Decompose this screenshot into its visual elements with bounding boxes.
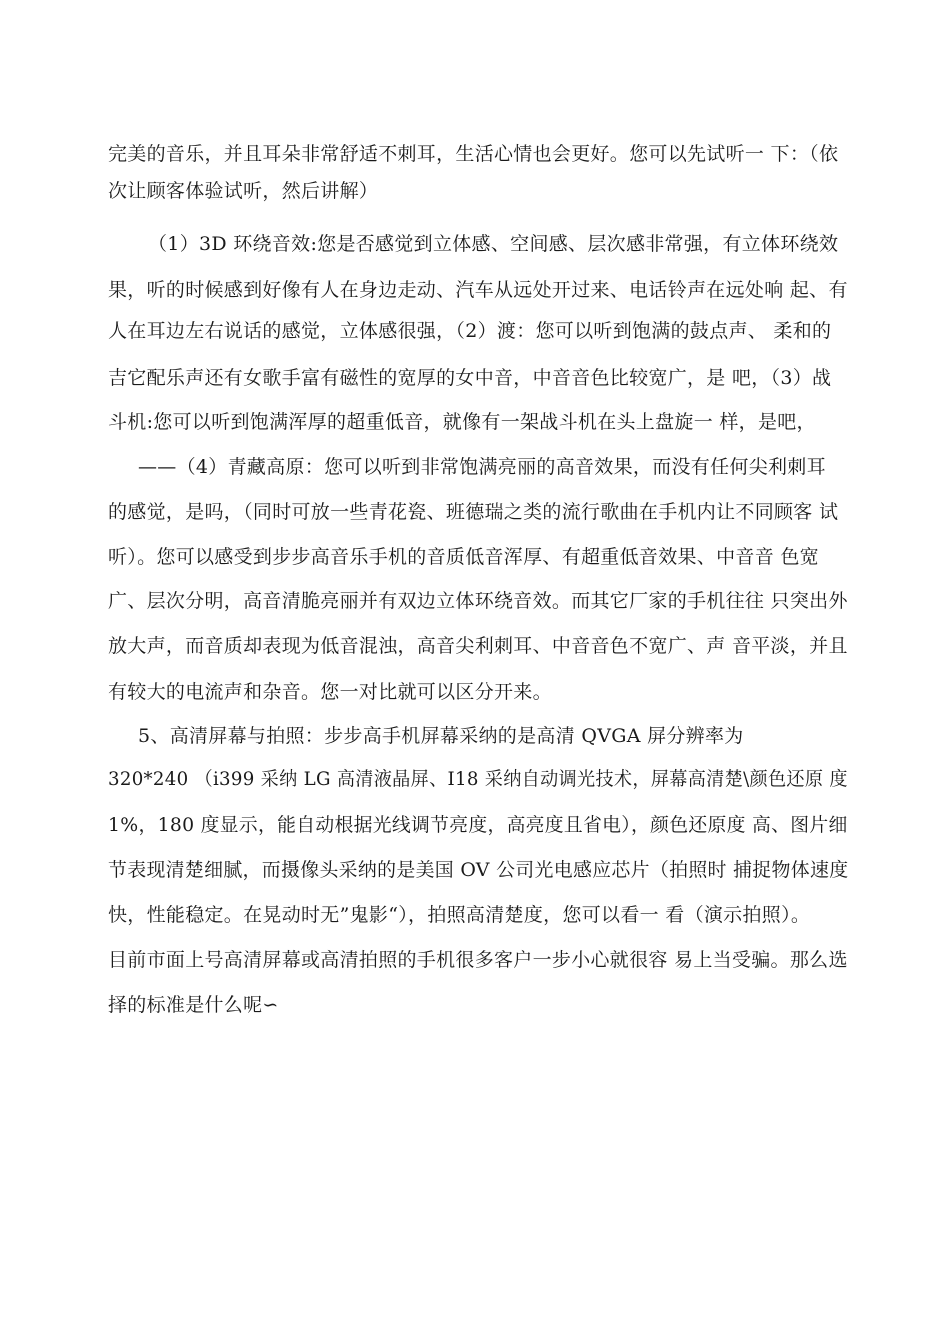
text-line-19: 目前市面上号高清屏幕或高清拍照的手机很多客户一步小心就很容 易上当受骗。那么选 [108,949,848,971]
text-line-6: 吉它配乐声还有女歌手富有磁性的宽厚的女中音，中音音色比较宽广，是 吧，（3）战 [108,367,832,389]
text-line-10: 听）。您可以感受到步步高音乐手机的音质低音浑厚、有超重低音效果、中音音 色宽 [108,546,819,568]
text-line-16: 1%，180 度显示，能自动根据光线调节亮度，高亮度且省电），颜色还原度 高、图片细 [108,814,848,836]
text-line-9: 的感觉，是吗，（同时可放一些青花瓷、班德瑞之类的流行歌曲在手机内让不同顾客 试 [108,501,839,523]
text-line-18: 快，性能稳定。在晃动时无”鬼影“），拍照高清楚度，您可以看一 看（演示拍照）。 [108,904,811,926]
text-line-5: 人在耳边左右说话的感觉，立体感很强，（2）渡：您可以听到饱满的鼓点声、 柔和的 [108,320,832,342]
text-line-17: 节表现清楚细腻，而摄像头采纳的是美国 OV 公司光电感应芯片（拍照时 捕捉物体速度 [108,859,849,881]
text-line-2: 次让顾客体验试听，然后讲解） [108,180,379,202]
text-line-4: 果，听的时候感到好像有人在身边走动、汽车从远处开过来、电话铃声在远处响 起、有 [108,279,848,301]
text-line-12: 放大声，而音质却表现为低音混浊，高音尖利刺耳、中音音色不宽广、声 音平淡，并且 [108,635,848,657]
text-line-15: 320*240 （i399 采纳 LG 高清液晶屏、I18 采纳自动调光技术，屏幕高清楚\颜色还原 度 [108,768,848,790]
text-line-8: ——（4）青藏高原：您可以听到非常饱满亮丽的高音效果，而没有任何尖利刺耳 [138,456,826,478]
text-line-14: 5、高清屏幕与拍照：步步高手机屏幕采纳的是高清 QVGA 屏分辨率为 [138,725,744,747]
text-line-7: 斗机:您可以听到饱满浑厚的超重低音，就像有一架战斗机在头上盘旋一 样，是吧， [108,411,816,433]
text-line-13: 有较大的电流声和杂音。您一对比就可以区分开来。 [108,681,552,703]
text-line-20: 择的标准是什么呢∽ [108,994,279,1016]
text-line-11: 广、层次分明，高音清脆亮丽并有双边立体环绕音效。而其它厂家的手机往往 只突出外 [108,590,848,612]
text-line-3: （1）3D 环绕音效:您是否感觉到立体感、空间感、层次感非常强，有立体环绕效 [148,233,839,255]
text-line-1: 完美的音乐，并且耳朵非常舒适不刺耳，生活心情也会更好。您可以先试听一 下：（依 [108,143,839,165]
